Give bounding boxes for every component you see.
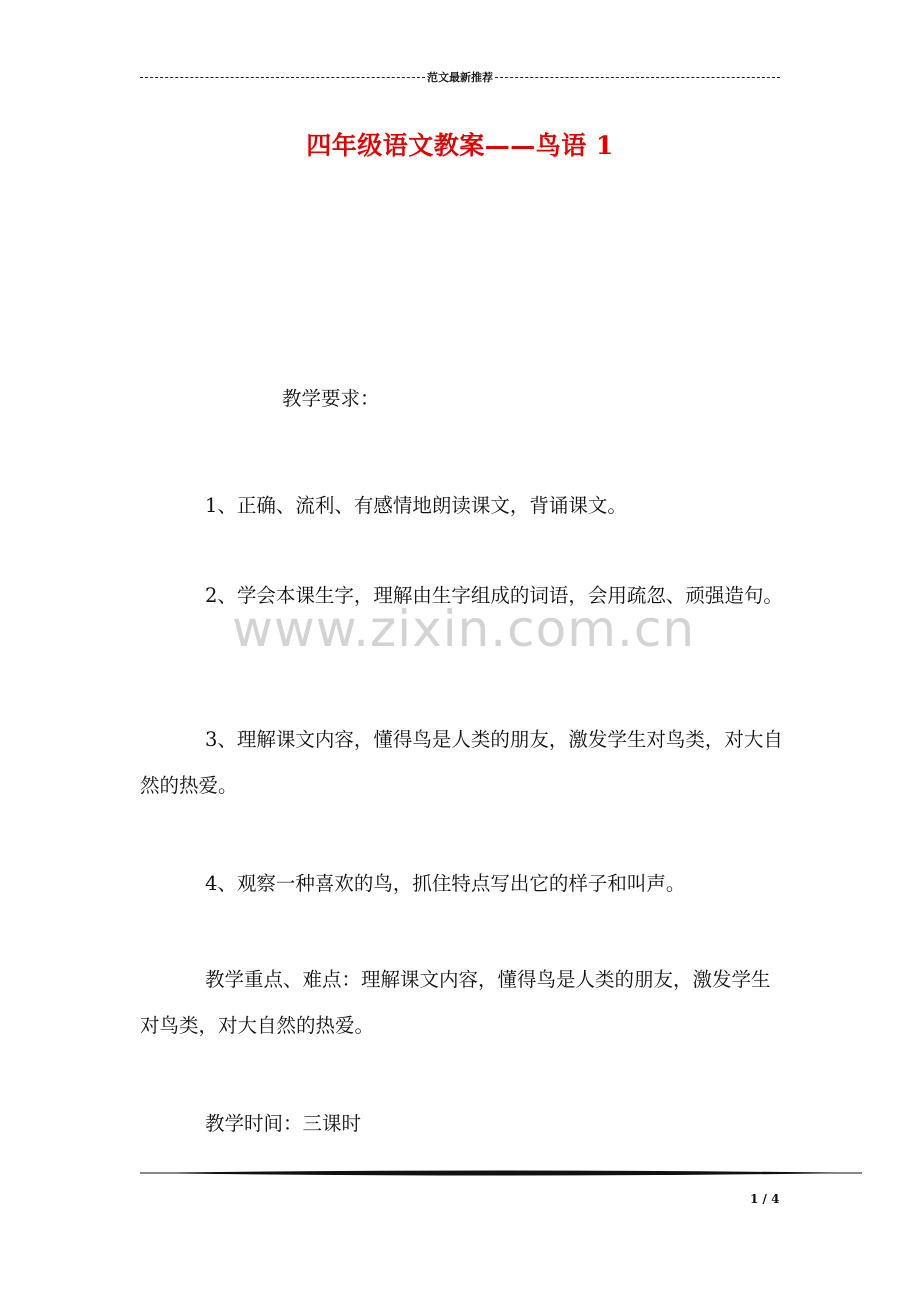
teaching-time: 教学时间：三课时 [205, 1112, 362, 1135]
footer-divider [140, 1166, 862, 1180]
header-dash-right [495, 77, 780, 78]
document-title: 四年级语文教案——鸟语 1 [306, 131, 614, 160]
requirement-4: 4、观察一种喜欢的鸟，抓住特点写出它的样子和叫声。 [205, 872, 686, 895]
page-number: 1 / 4 [750, 1192, 780, 1206]
requirements-heading: 教学要求： [282, 387, 380, 410]
key-points: 教学重点、难点：理解课文内容，懂得鸟是人类的朋友，激发学生对鸟类，对大自然的热爱。 [140, 968, 771, 1037]
requirement-2: 2、学会本课生字，理解由生字组成的词语，会用疏忽、顽强造句。 [205, 584, 783, 607]
header-dash-left [140, 77, 425, 78]
requirement-3: 3、理解课文内容，懂得鸟是人类的朋友，激发学生对鸟类，对大自然的热爱。 [140, 728, 783, 797]
requirement-1: 1、正确、流利、有感情地朗读课文，背诵课文。 [205, 494, 627, 517]
watermark-text: www.zixin.com.cn [232, 600, 696, 658]
header-label: 范文最新推荐 [427, 71, 493, 84]
header-banner [140, 69, 780, 85]
